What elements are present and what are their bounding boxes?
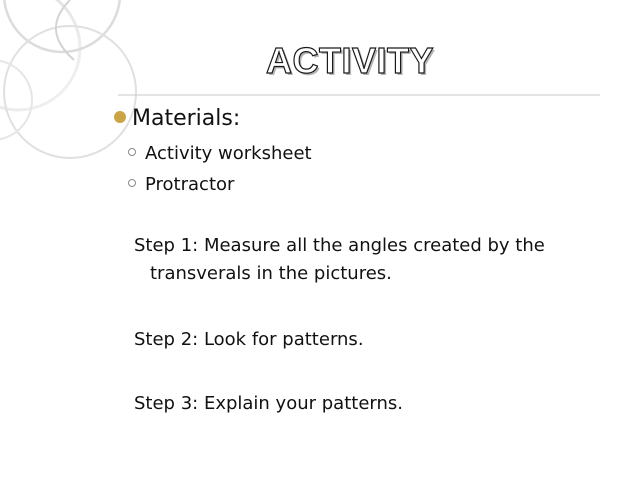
step-3-text: Step 3: Explain your patterns. [134, 393, 403, 414]
materials-item [128, 142, 312, 166]
step-1-line-2: transverals in the pictures. [150, 263, 392, 284]
sub-bullet-ring-icon [128, 148, 136, 156]
materials-item-text: Activity worksheet [145, 143, 312, 164]
step-3 [134, 390, 604, 418]
materials-bullet [114, 104, 240, 134]
step-2 [134, 326, 604, 354]
sub-bullet-ring-icon [128, 179, 136, 187]
bullet-dot-icon [114, 111, 126, 123]
corner-ring-group [0, 0, 136, 158]
step-1-line-1: Step 1: Measure all the angles created by the [134, 235, 545, 256]
slide-title: ACTIVITY [265, 40, 434, 81]
step-1 [134, 232, 604, 288]
materials-item [128, 173, 234, 197]
materials-label: Materials: [132, 106, 241, 131]
step-2-text: Step 2: Look for patterns. [134, 329, 364, 350]
materials-item-text: Protractor [145, 174, 235, 195]
